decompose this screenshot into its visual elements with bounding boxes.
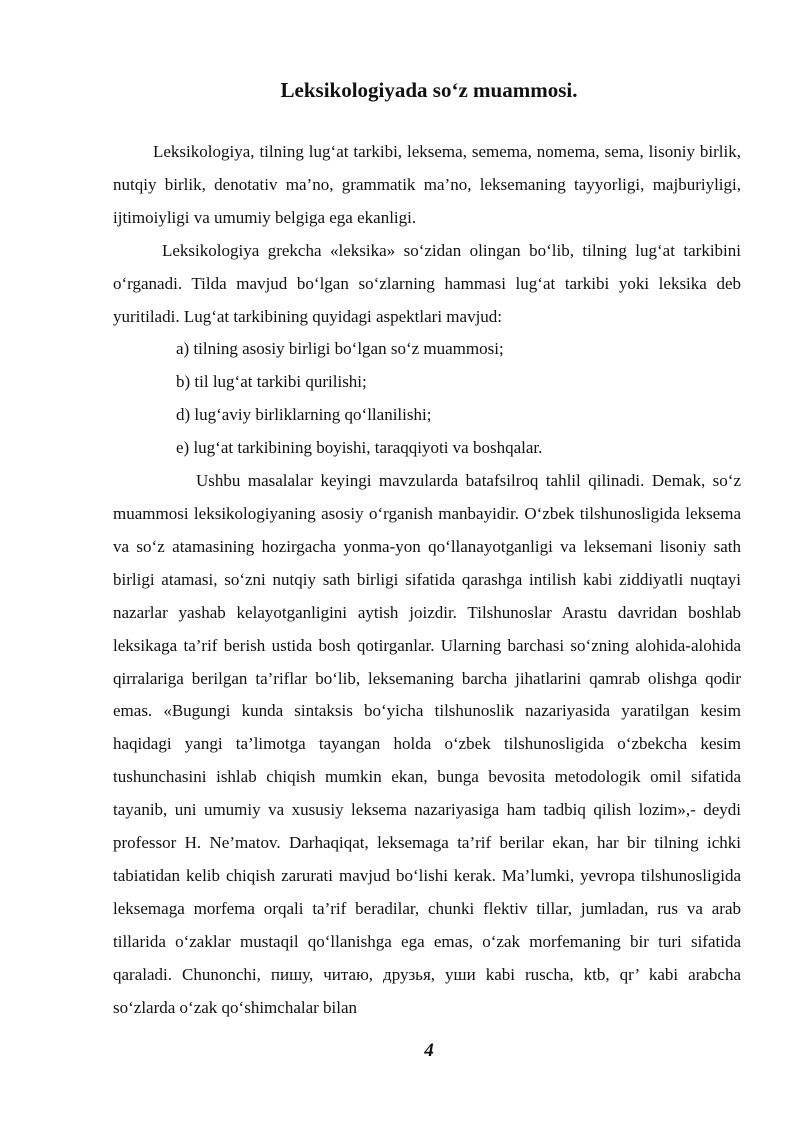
page-title: Leksikologiyada so‘z muammosi.: [280, 78, 578, 102]
paragraph-definition: Leksikologiya grekcha «leksika» so‘zidan olingan bo‘lib, tilning lug‘at tarkibini o‘rganadi. Tilda mavjud bo‘lgan so‘zlarning hammasi lug‘at tarkibi yoki leksika deb yuritiladi. Lug‘at tarkibining quyidagi aspektlari mavjud:: [113, 240, 741, 326]
paragraph-main: Ushbu masalalar keyingi mavzularda batafsilroq tahlil qilinadi. Demak, so‘z muammosi leksikologiyaning asosiy o‘rganish manbayidir. O‘zbek tilshunosligida leksema va so‘z atamasining hozirgacha yonma-yon qo‘llanayotganligi va leksemani lisoniy sath birligi atamasi, so‘zni nutqiy sath birligi sifatida qarashga intilish kabi ziddiyatli nuqtayi nazarlar yashab kelayotganligini aytish joizdir. Tilshunoslar Arastu davridan boshlab leksikaga ta’rif berish ustida bosh qotirganlar. Ularning barchasi so‘zning alohida-alohida qirralariga berilgan ta’riflar bo‘lib, leksemaning barcha jihatlarini qamrab olishga qodir emas. «Bugungi kunda sintaksis bo‘yicha tilshunoslik nazariyasida yaratilgan kesim haqidagi yangi ta’limotga tayangan holda o‘zbek tilshunosligida o‘zbekcha kesim tushunchasini ishlab chiqish mumkin ekan, bunga bevosita metodologik omil sifatida tayanib, uni umumiy va xususiy leksema nazariyasiga ham tadbiq qilish lozim»,- deydi professor H. Ne’matov. Darhaqiqat, leksemaga ta’rif berilar ekan, har bir tilning ichki tabiatidan kelib chiqish zarurati mavjud bo‘lishi kerak. Ma’lumki, yevropa tilshunosligida leksemaga morfema orqali ta’rif beradilar, chunki flektiv tillar, jumladan, rus va arab tillarida o‘zaklar mustaqil qo‘llanishga ega emas, o‘zak morfemaning bir turi sifatida qaraladi. Chunonchi, пишу, читаю, друзья, уши kabi ruscha, ktb, qr’ kabi arabcha so‘zlarda o‘zak qo‘shimchalar bilan: [113, 471, 741, 1017]
list-item: b) til lug‘at tarkibi qurilishi;: [176, 372, 367, 392]
document-body: [113, 136, 741, 1024]
list-item: e) lug‘at tarkibining boyishi, taraqqiyoti va boshqalar.: [176, 438, 543, 458]
paragraph-keywords: Leksikologiya, tilning lug‘at tarkibi, leksema, semema, nomema, sema, lisoniy birlik, nutqiy birlik, denotativ ma’no, grammatik ma’no, leksemaning tayyorligi, majburiyligi, ijtimoiyligi va umumiy belgiga ega ekanligi.: [113, 142, 741, 227]
list-item: a) tilning asosiy birligi bo‘lgan so‘z muammosi;: [176, 339, 504, 359]
page-number: 4: [424, 1040, 434, 1061]
list-item: d) lug‘aviy birliklarning qo‘llanilishi;: [176, 405, 432, 425]
